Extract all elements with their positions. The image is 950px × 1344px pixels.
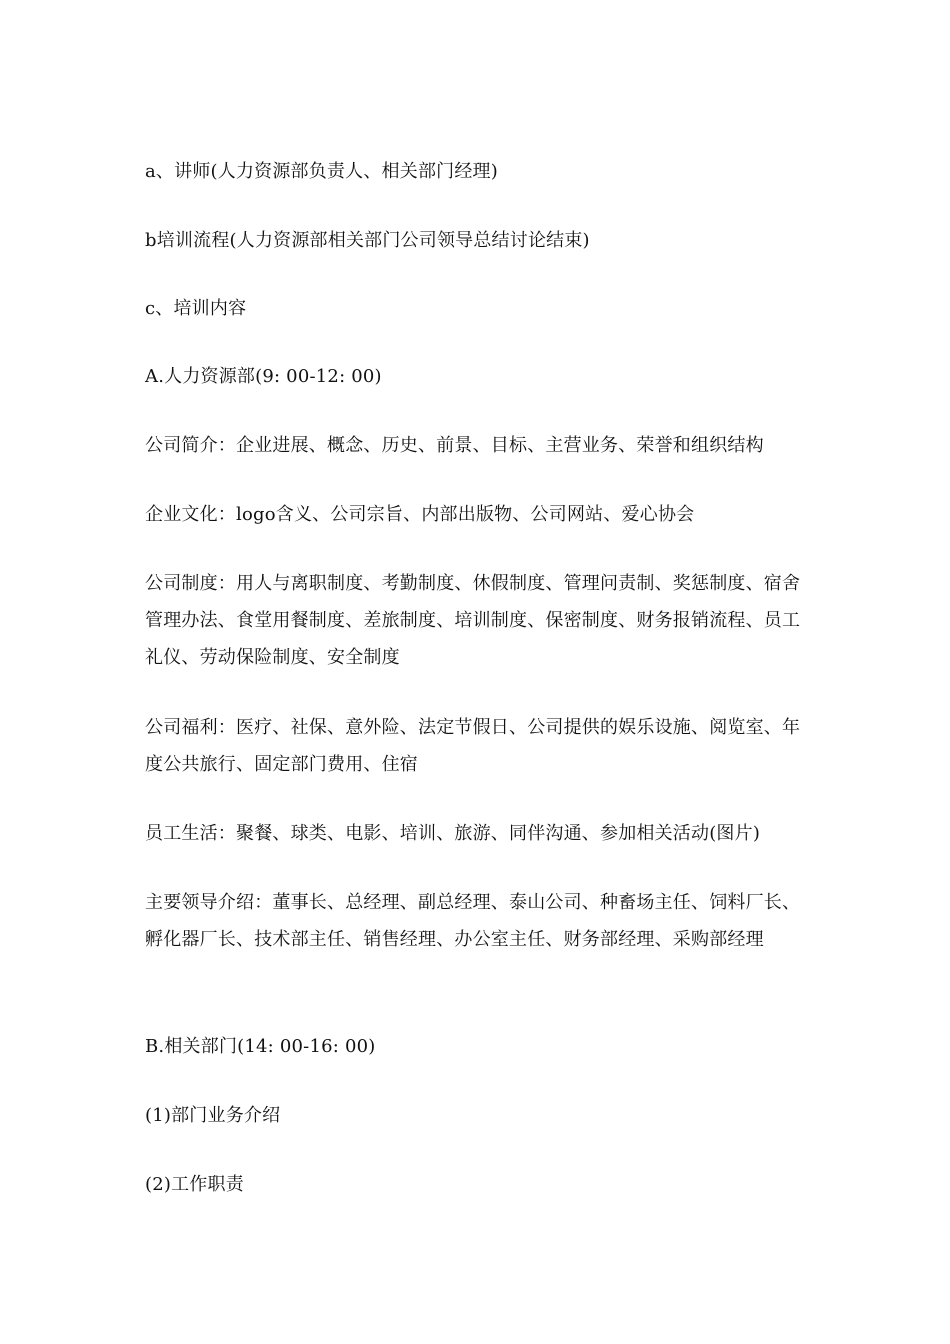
heading-related-departments: B.相关部门(14: 00-16: 00) [145,1036,376,1057]
paragraph-department-business: (1)部门业务介绍 [145,1105,281,1126]
paragraph-company-rules: 公司制度：用人与离职制度、考勤制度、休假制度、管理问责制、奖惩制度、宿舍管理办法、食堂用餐制度、差旅制度、培训制度、保密制度、财务报销流程、员工礼仪、劳动保险制度、安全制度 [145,573,801,668]
paragraph-job-duties: (2)工作职责 [145,1174,244,1195]
paragraph-lecturer: a、讲师(人力资源部负责人、相关部门经理) [145,161,498,182]
paragraph-company-intro: 公司简介：企业进展、概念、历史、前景、目标、主营业务、荣誉和组织结构 [145,435,764,456]
paragraph-employee-life: 员工生活：聚餐、球类、电影、培训、旅游、同伴沟通、参加相关活动(图片) [145,823,761,844]
paragraph-company-benefits: 公司福利：医疗、社保、意外险、法定节假日、公司提供的娱乐设施、阅览室、年度公共旅行、固定部门费用、住宿 [145,717,801,775]
paragraph-training-content: c、培训内容 [145,298,247,319]
paragraph-corporate-culture: 企业文化：logo含义、公司宗旨、内部出版物、公司网站、爱心协会 [145,504,695,525]
paragraph-leadership-intro: 主要领导介绍：董事长、总经理、副总经理、泰山公司、种畜场主任、饲料厂长、孵化器厂长、技术部主任、销售经理、办公室主任、财务部经理、采购部经理 [145,892,801,950]
heading-hr-department: A.人力资源部(9: 00-12: 00) [145,366,382,387]
paragraph-training-process: b培训流程(人力资源部相关部门公司领导总结讨论结束) [145,230,590,251]
